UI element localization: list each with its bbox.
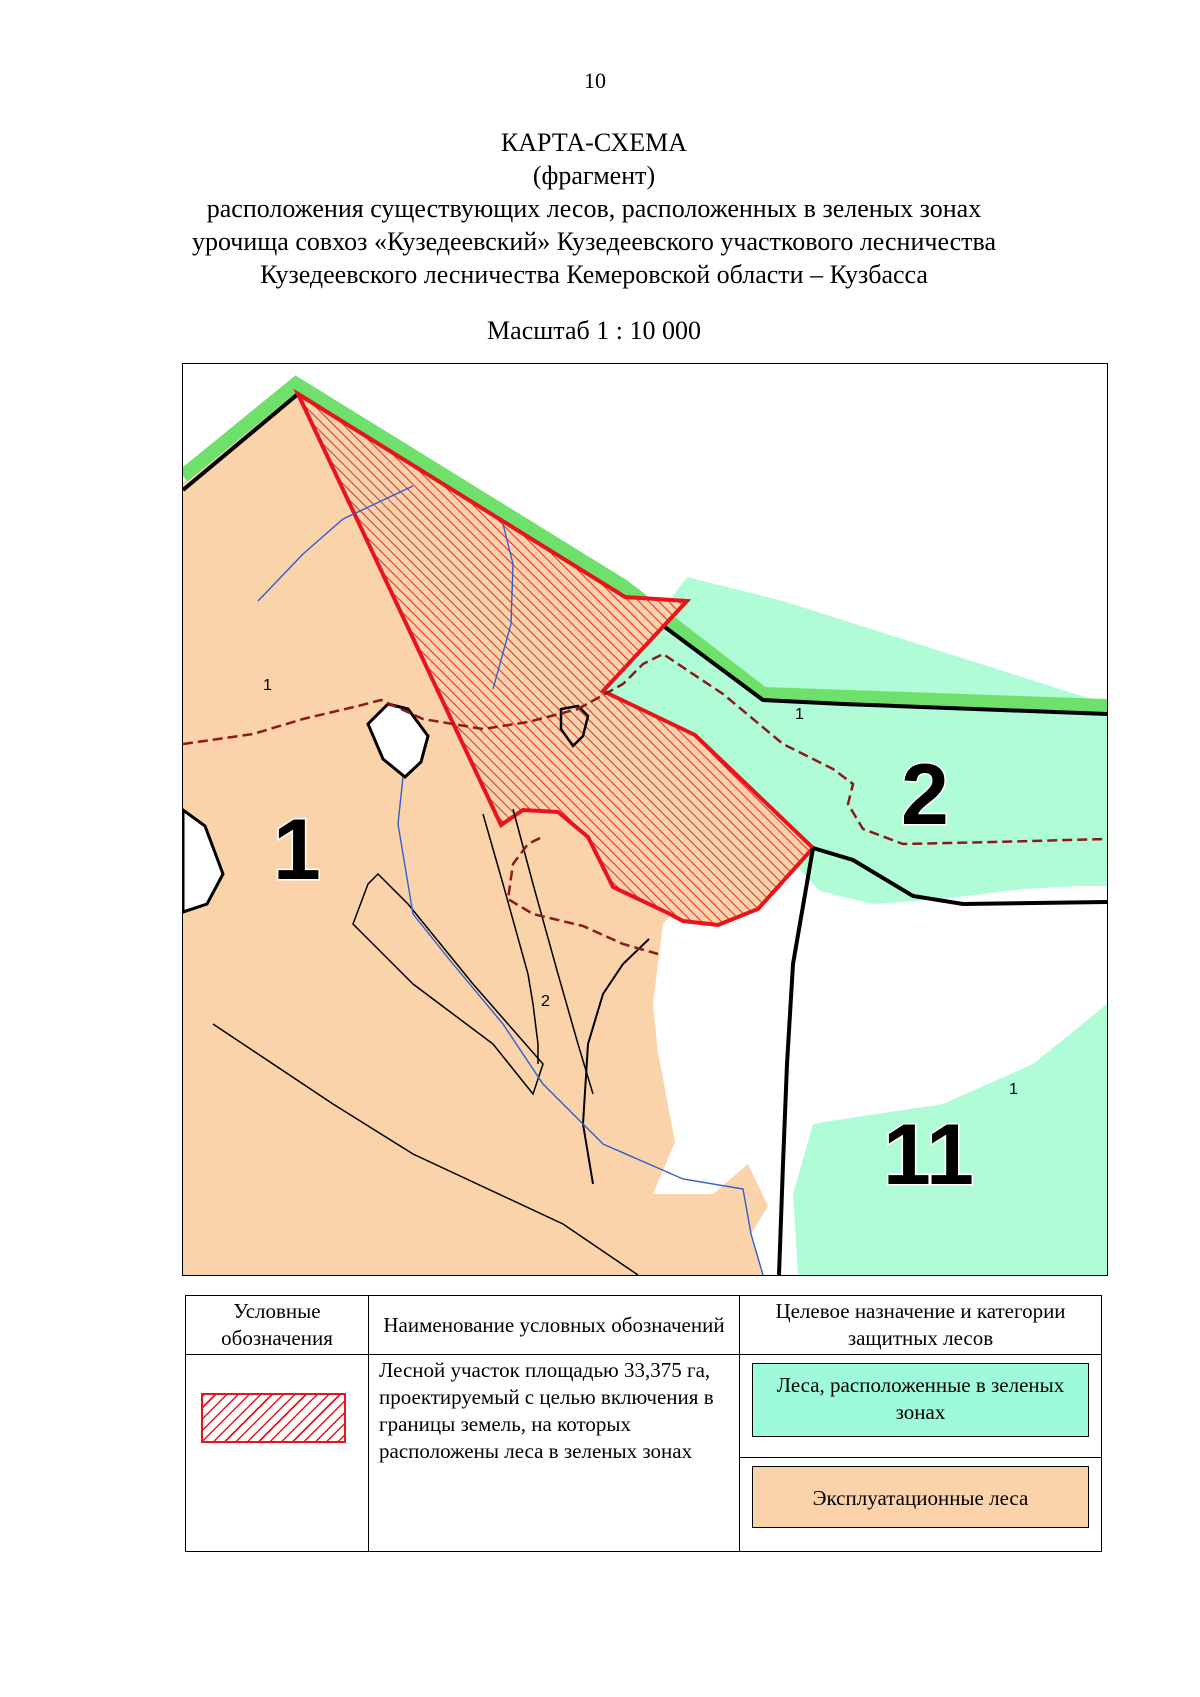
scale-label: Масштаб 1 : 10 000: [487, 316, 701, 345]
title-line-2: (фрагмент): [532, 161, 656, 190]
category-row-peach: [740, 1466, 1101, 1528]
zone-label-1: 1: [273, 802, 321, 898]
page-number: 10: [584, 68, 606, 93]
category-row-green: [740, 1363, 1101, 1458]
title-line-3: расположения существующих лесов, расположенных в зеленых зонах: [206, 194, 982, 223]
legend-description: Лесной участок площадью 33,375 га, проектируемый с целью включения в границы земель, на которых расположены леса в зеленых зонах: [369, 1355, 740, 1552]
subzone-label: 2: [541, 993, 550, 1010]
subzone-label: 1: [795, 706, 804, 723]
category-exploitation: Эксплуатационные леса: [752, 1466, 1089, 1528]
zone-label-11: 11: [883, 1107, 974, 1203]
legend-symbol-cell: [186, 1355, 369, 1552]
title-line-4: урочища совхоз «Кузедеевский» Кузедеевского участкового лесничества: [191, 227, 997, 256]
subzone-label: 1: [263, 677, 272, 694]
legend-table: [185, 1295, 1102, 1552]
legend-header-names: Наименование условных обозначений: [369, 1296, 740, 1355]
legend-header-symbols: Условные обозначения: [186, 1296, 369, 1355]
legend-header-categories: Целевое назначение и категории защитных лесов: [740, 1296, 1102, 1355]
legend-categories-cell: [740, 1355, 1102, 1552]
map-canvas: [183, 364, 1107, 1275]
zone-label-2: 2: [901, 747, 949, 843]
title-line-5: Кузедеевского лесничества Кемеровской области – Кузбасса: [260, 260, 928, 289]
hatched-parcel-swatch: [201, 1393, 346, 1443]
map-frame: [182, 363, 1108, 1276]
category-green-zone: Леса, расположенные в зеленых зонах: [752, 1363, 1089, 1437]
subzone-label: 1: [1009, 1081, 1018, 1098]
title-line-1: КАРТА-СХЕМА: [500, 128, 688, 157]
map-title: [0, 126, 1188, 291]
